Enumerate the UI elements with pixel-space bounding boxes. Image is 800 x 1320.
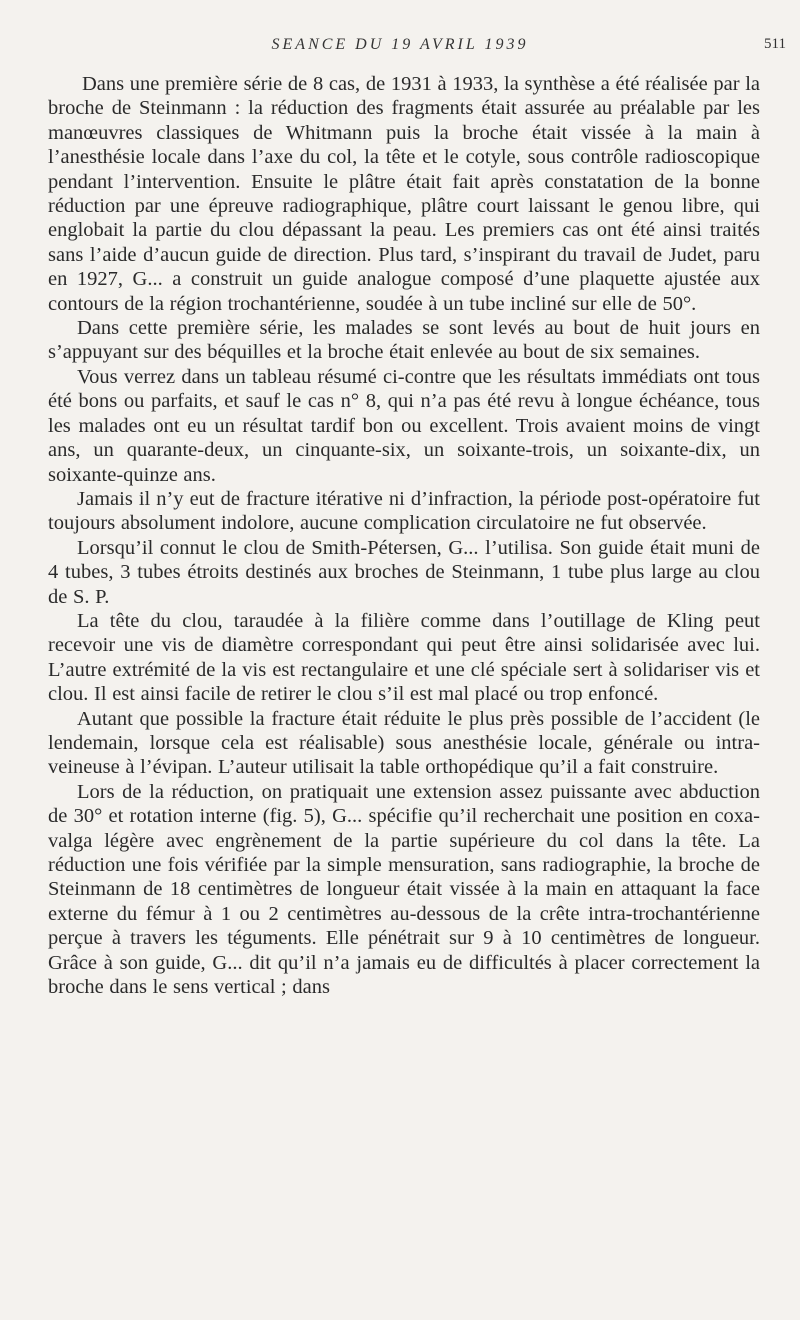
paragraph: Dans cette première série, les malades se sont levés au bout de huit jours en s’appuyant sur des béquilles et la broche était enlevée au bout de six semaines. [48,317,760,364]
paragraph: Vous verrez dans un tableau résumé ci-contre que les résultats immédiats ont tous été bons ou parfaits, et sauf le cas n° 8, qui n’a pas été revu à longue échéance, tous les malades ont eu un résultat tardif bon ou excellent. Trois avaient moins de vingt ans, un quarante-deux, un cinquante-six, un soixante-trois, un soixante-dix, un soixante-quinze ans. [48,365,760,486]
running-header [0,36,800,60]
paragraph: Lors de la réduction, on pratiquait une extension assez puissante avec abduction de 30° et rotation interne (fig. 5), G... spécifie qu’il recherchait une position en coxa-valga légère avec engrènement de la partie supérieure du col dans la tête. La réduction une fois vérifiée par la simple mensuration, sans radiographie, la broche de Steinmann de 18 centimètres de longueur était vissée à la main en attaquant la face externe du fémur à 1 ou 2 centimètres au-dessous de la crête intra-trochantérienne perçue à travers les téguments. Elle pénétrait sur 9 à 10 centimètres de longueur. Grâce à son guide, G... dit qu’il n’a jamais eu de difficultés à placer correctement la broche dans le sens vertical ; dans [48,780,760,999]
paragraph: Autant que possible la fracture était réduite le plus près possible de l’accident (le lendemain, lorsque cela est réalisable) sous anesthésie locale, générale ou intra-veineuse à l’évipan. L’auteur utilisait la table orthopédique qu’il a fait construire. [48,707,760,779]
body-text [48,72,760,999]
paragraph: La tête du clou, taraudée à la filière comme dans l’outillage de Kling peut recevoir une vis de diamètre correspondant qui peut être ainsi solidarisée avec lui. L’autre extrémité de la vis est rectangulaire et une clé spéciale sert à solidariser vis et clou. Il est ainsi facile de retirer le clou s’il est mal placé ou trop enfoncé. [48,609,760,706]
running-title: SEANCE DU 19 AVRIL 1939 [271,36,529,53]
paragraph: Lorsqu’il connut le clou de Smith-Pétersen, G... l’utilisa. Son guide était muni de 4 tubes, 3 tubes étroits destinés aux broches de Steinmann, 1 tube plus large au clou de S. P. [48,536,760,608]
page-number: 511 [764,36,786,52]
paragraph: Dans une première série de 8 cas, de 1931 à 1933, la synthèse a été réalisée par la broche de Steinmann : la réduction des fragments était assurée au préalable par les manœuvres classiques de Whitmann puis la broche était vissée à la main à l’anesthésie locale dans l’axe du col, la tête et le cotyle, sous contrôle radioscopique pendant l’intervention. Ensuite le plâtre était fait après constatation de la bonne réduction par une épreuve radiographique, plâtre court laissant le genou libre, qui englobait la partie du clou dépassant la peau. Les premiers cas ont été ainsi traités sans l’aide d’aucun guide de direction. Plus tard, s’inspirant du travail de Judet, paru en 1927, G... a construit un guide analogue composé d’une plaquette ajustée aux contours de la région trochantérienne, soudée à un tube incliné sur elle de 50°. [48,73,760,315]
paragraph: Jamais il n’y eut de fracture itérative ni d’infraction, la période post-opératoire fut toujours absolument indolore, aucune complication circulatoire ne fut observée. [48,487,760,535]
